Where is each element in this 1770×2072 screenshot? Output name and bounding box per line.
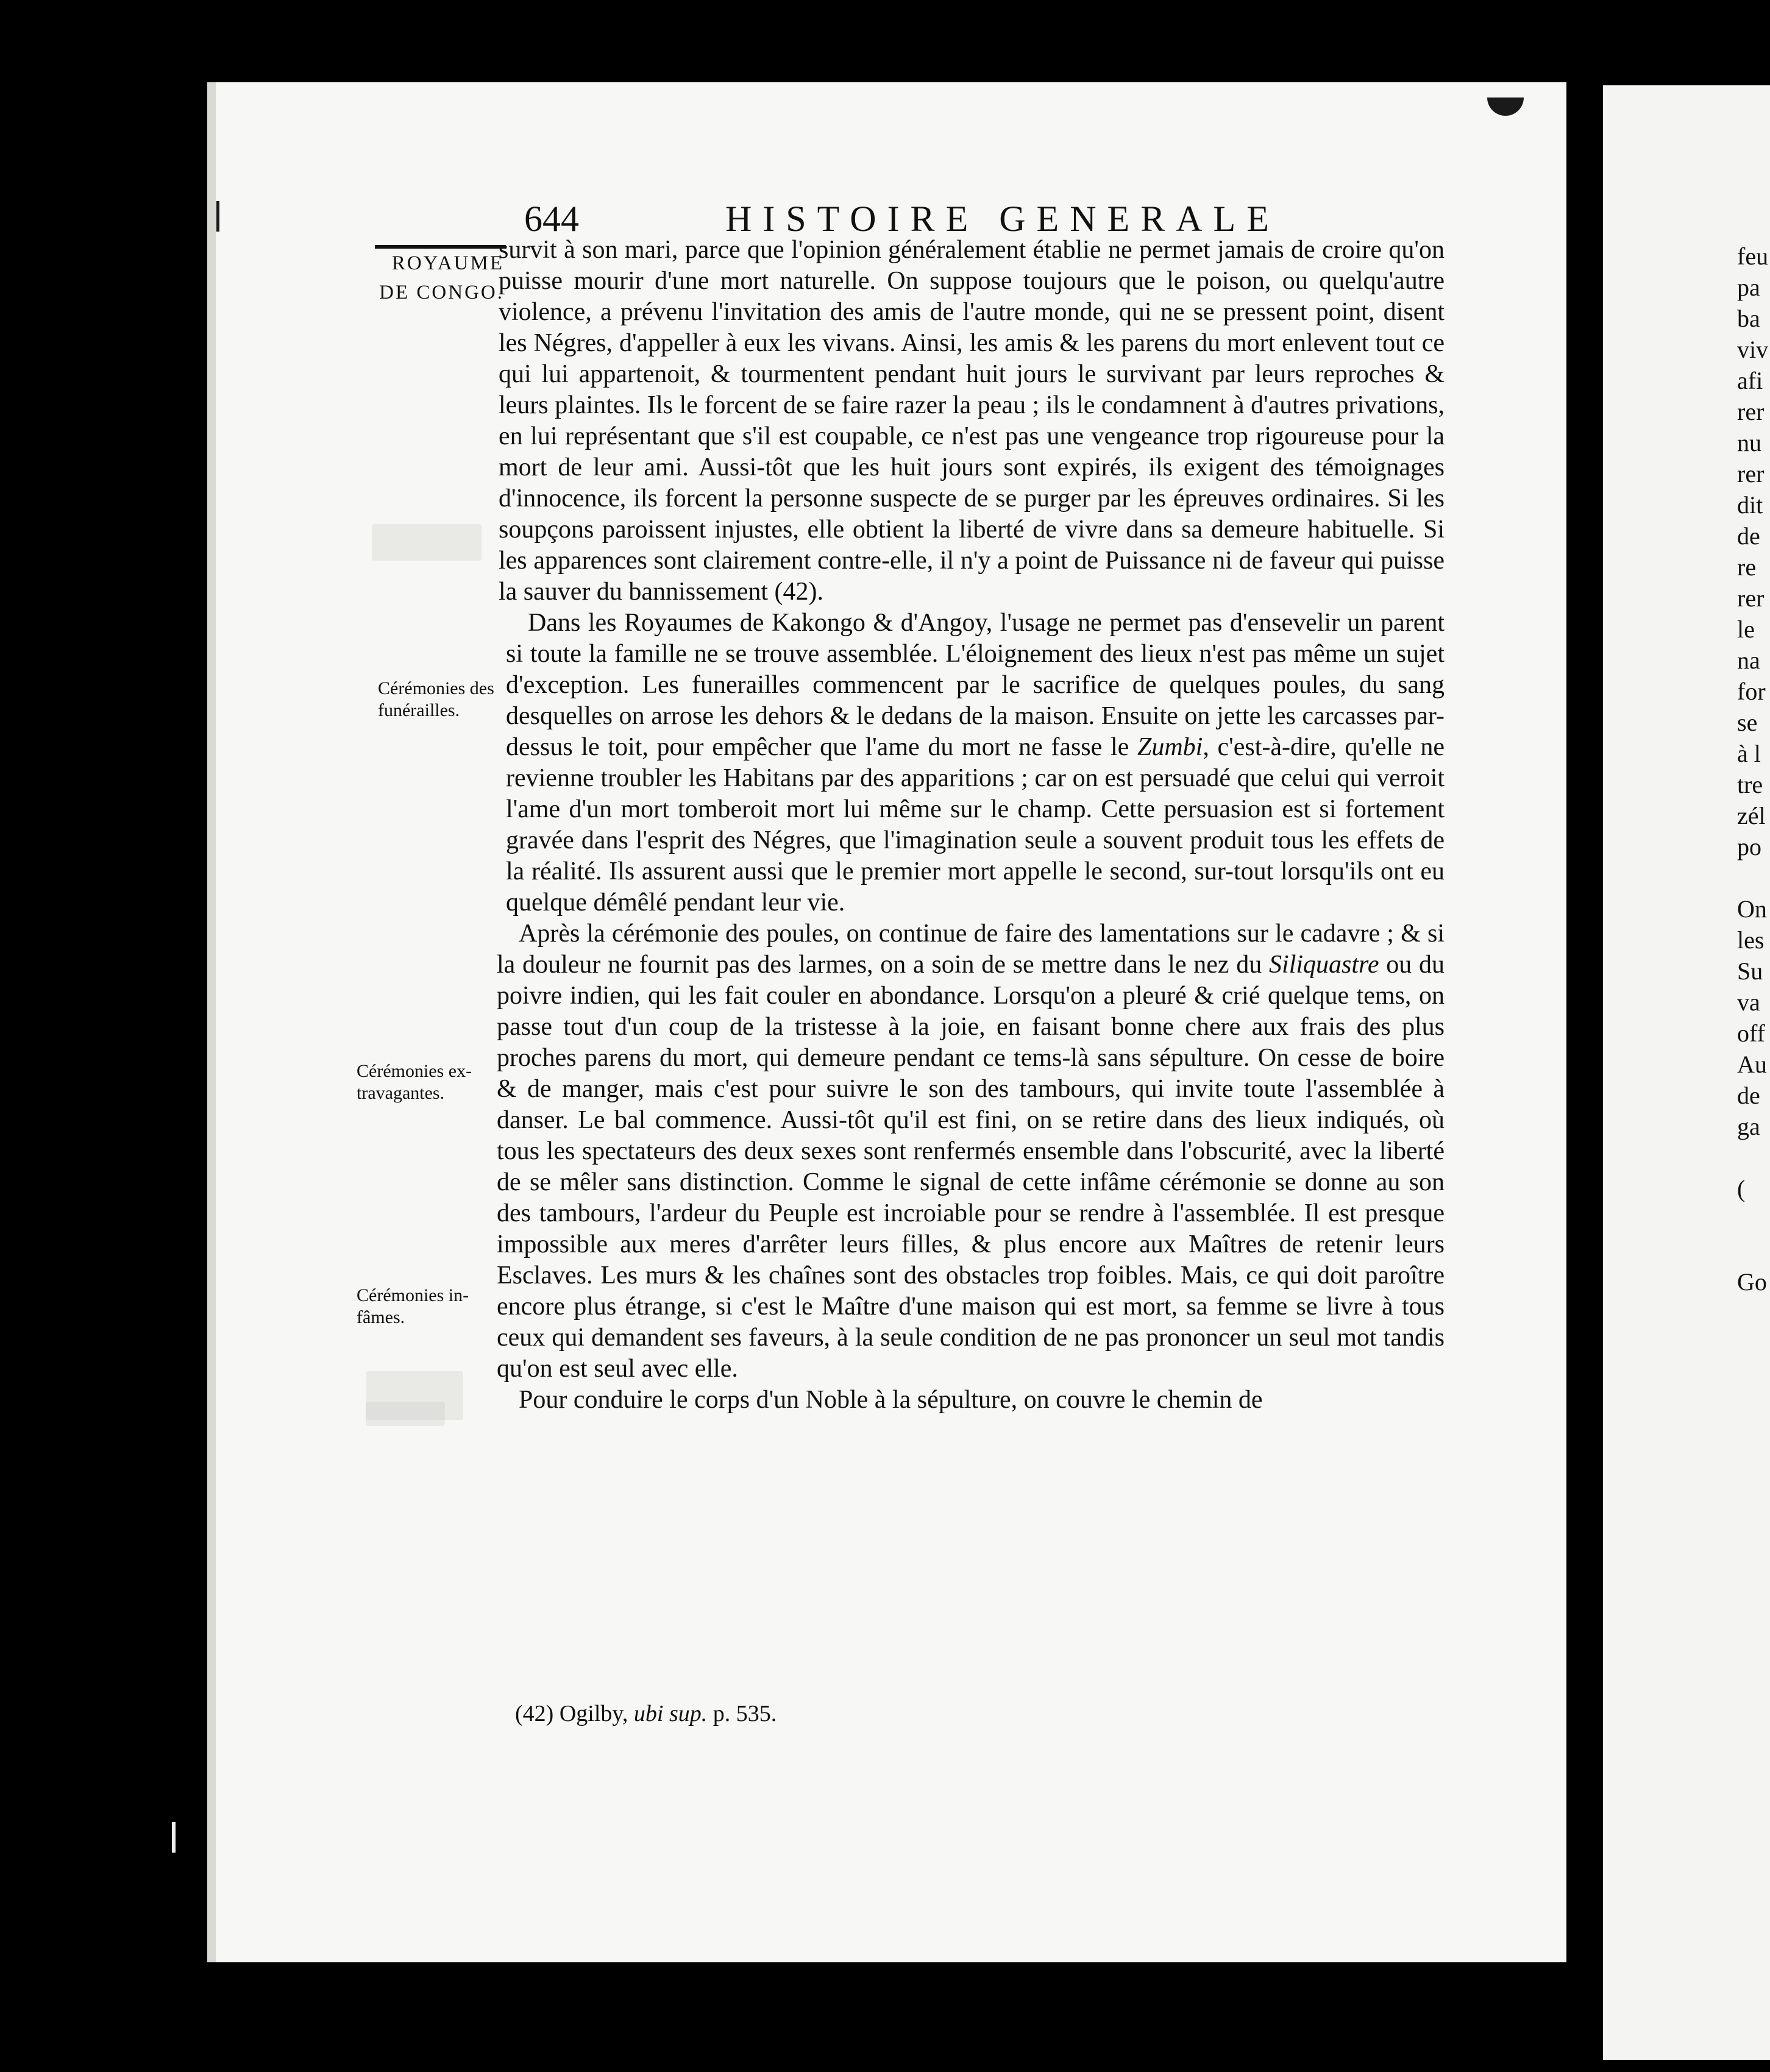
text-run: Après la cérémonie des poules, on continue de faire des lamentations sur le cadavre ; & si la douleur ne fournit pas des larmes, on a soin de se mettre dans le nez du (497, 920, 1445, 979)
facing-page-line (1737, 1142, 1770, 1173)
facing-page-line: de (1737, 522, 1760, 550)
show-through-smudge (372, 524, 482, 561)
margin-note-line: fâmes. (357, 1307, 405, 1327)
facing-page-line: pa (1737, 274, 1760, 301)
text-run: , c'est-à-dire, qu'elle ne revienne troubler les Habitans par des apparitions ; car on est persuadé que celui qui verroit l'ame d'un mort tomberoit mort lui même sur le champ. Cette persuasion est si fortement gravée dans l'esprit des Négres, que l'imagination seule a souvent produit tous les effets de la réalité. Ils assurent aussi que le premier mort appelle le second, sur-tout lorsqu'ils ont eu quelque démêlé pendant leur vie. (506, 733, 1445, 917)
facing-page-line: afi (1737, 367, 1763, 394)
margin-note-funerailles (378, 678, 494, 722)
show-through-smudge (366, 1402, 445, 1426)
page-number: 644 (524, 199, 579, 239)
footnote-page: p. 535. (713, 1701, 777, 1726)
facing-page-line: off (1737, 1020, 1765, 1047)
italic-term: Zumbi (1137, 733, 1203, 761)
facing-page-line (1737, 1204, 1770, 1235)
facing-page-text (1737, 241, 1770, 1297)
facing-page-line (1737, 862, 1770, 893)
margin-mark (172, 1822, 176, 1853)
section-heading (373, 249, 504, 307)
facing-page-line: zél (1737, 802, 1766, 829)
facing-page-line: se (1737, 709, 1758, 736)
facing-page-line: ga (1737, 1113, 1760, 1140)
facing-page-line: Su (1737, 957, 1763, 985)
facing-page-line: ( (1737, 1175, 1746, 1202)
facing-page-line: les (1737, 926, 1765, 954)
facing-page-line: tre (1737, 771, 1763, 798)
margin-note-line: Cérémonies ex- (357, 1061, 472, 1081)
facing-page-line: rer (1737, 460, 1765, 488)
facing-page-line: nu (1737, 429, 1761, 456)
footnote-marker: (42) (515, 1701, 554, 1726)
facing-page-line: Au (1737, 1051, 1767, 1078)
facing-page-line (1737, 1235, 1770, 1266)
facing-page-line: rer (1737, 398, 1765, 425)
paragraph: Pour conduire le corps d'un Noble à la sépulture, on couvre le chemin de (519, 1386, 1263, 1414)
facing-page-line: rer (1737, 584, 1765, 612)
paragraph (497, 918, 1445, 1385)
margin-mark (216, 201, 219, 232)
facing-page-line: de (1737, 1082, 1760, 1109)
paragraph (506, 608, 1445, 918)
margin-note-extravagantes (357, 1060, 472, 1104)
main-text (497, 235, 1445, 1416)
italic-term: Siliquastre (1269, 951, 1379, 979)
margin-note-line: Cérémonies des (378, 678, 494, 698)
facing-page-line: va (1737, 988, 1760, 1016)
footnote (515, 1700, 777, 1727)
text-run: Dans les Royaumes de Kakongo & d'Angoy, l'usage ne permet pas d'ensevelir un parent si toute la famille ne se trouve assemblée. L'éloignement des lieux n'est pas même un sujet d'exception. Les funerailles commencent par le sacrifice de quelques poules, du sang desquelles on arrose les dehors & le dedans de la maison. Ensuite on jette les carcasses par-dessus le toit, pour empêcher que l'ame du mort ne fasse le (506, 609, 1445, 761)
facing-page-line: feu (1737, 243, 1769, 270)
margin-note-line: travagantes. (357, 1083, 445, 1103)
section-line-2: DE CONGO. (379, 282, 504, 303)
margin-note-line: funérailles. (378, 700, 460, 720)
margin-note-line: Cérémonies in- (357, 1285, 469, 1305)
facing-page-line: viv (1737, 336, 1769, 363)
facing-page-line: Go (1737, 1268, 1767, 1296)
facing-page-line: ba (1737, 305, 1760, 332)
facing-page-line: à l (1737, 740, 1761, 767)
section-line-1: ROYAUME (391, 252, 504, 274)
facing-page-line: po (1737, 833, 1761, 860)
footnote-author: Ogilby, (559, 1701, 628, 1726)
page-edge (207, 82, 216, 1962)
margin-note-infames (357, 1285, 469, 1329)
facing-page-line: On (1737, 895, 1767, 923)
page-title: HISTOIRE GENERALE (725, 199, 1280, 239)
facing-page-line: dit (1737, 491, 1763, 519)
facing-page-line: na (1737, 647, 1760, 674)
facing-page-line: re (1737, 553, 1757, 581)
paragraph: survit à son mari, parce que l'opinion généralement établie ne permet jamais de croire qu'on puisse mourir d'une mort naturelle. On suppose toujours que le poison, ou quelqu'autre violence, a prévenu l'invitation des amis de l'autre monde, qui ne se pressent point, disent les Négres, d'appeller à eux les vivans. Ainsi, les amis & les parens du mort enlevent tout ce qui lui appartenoit, & tourmentent pendant huit jours le survivant par leurs reproches & leurs plaintes. Ils le forcent de se faire razer la peau ; ils le condamnent à d'autres privations, en lui représentant que s'il est coupable, ce n'est pas une vengeance trop rigoureuse pour la mort de leur ami. Aussi-tôt que les huit jours sont expirés, ils exigent des témoignages d'innocence, ils forcent la personne suspecte de se purger par les épreuves ordinaires. Si les soupçons paroissent injustes, elle obtient la liberté de vivre dans sa demeure habituelle. Si les apparences sont clairement contre-elle, il n'y a point de Puissance ni de faveur qui puisse la sauver du bannissement (42). (499, 236, 1445, 606)
facing-page-line: le (1737, 616, 1755, 643)
text-run: ou du poivre indien, qui les fait couler en abondance. Lorsqu'on a pleuré & crié quelque tems, on passe tout d'un coup de la tristesse à la joie, en faisant bonne chere aux frais des plus proches parens du mort, qui demeure pendant ce tems-là sans sépulture. On cesse de boire & de manger, mais c'est pour suivre le son des tambours, qui invite toute l'assemblée à danser. Le bal commence. Aussi-tôt qu'il est fini, on se retire dans des lieux indiqués, où tous les spectateurs des deux sexes sont renfermés ensemble dans l'obscurité, avec la liberté de se mêler sans distinction. Comme le signal de cette infâme cérémonie se donne au son des tambours, l'ardeur du Peuple est incroiable pour se rendre à l'assemblée. Il est presque impossible aux meres d'arrêter leurs filles, & plus encore aux Maîtres de retenir leurs Esclaves. Les murs & les chaînes sont des obstacles trop foibles. Mais, ce qui doit paroître encore plus étrange, si c'est le Maître d'une maison qui est mort, sa femme se livre à tous ceux qui demandent ses faveurs, à la seule condition de ne pas prononcer un seul mot tandis qu'on est seul avec elle. (497, 951, 1445, 1383)
facing-page-line: for (1737, 678, 1766, 705)
footnote-reference: ubi sup. (633, 1701, 708, 1726)
